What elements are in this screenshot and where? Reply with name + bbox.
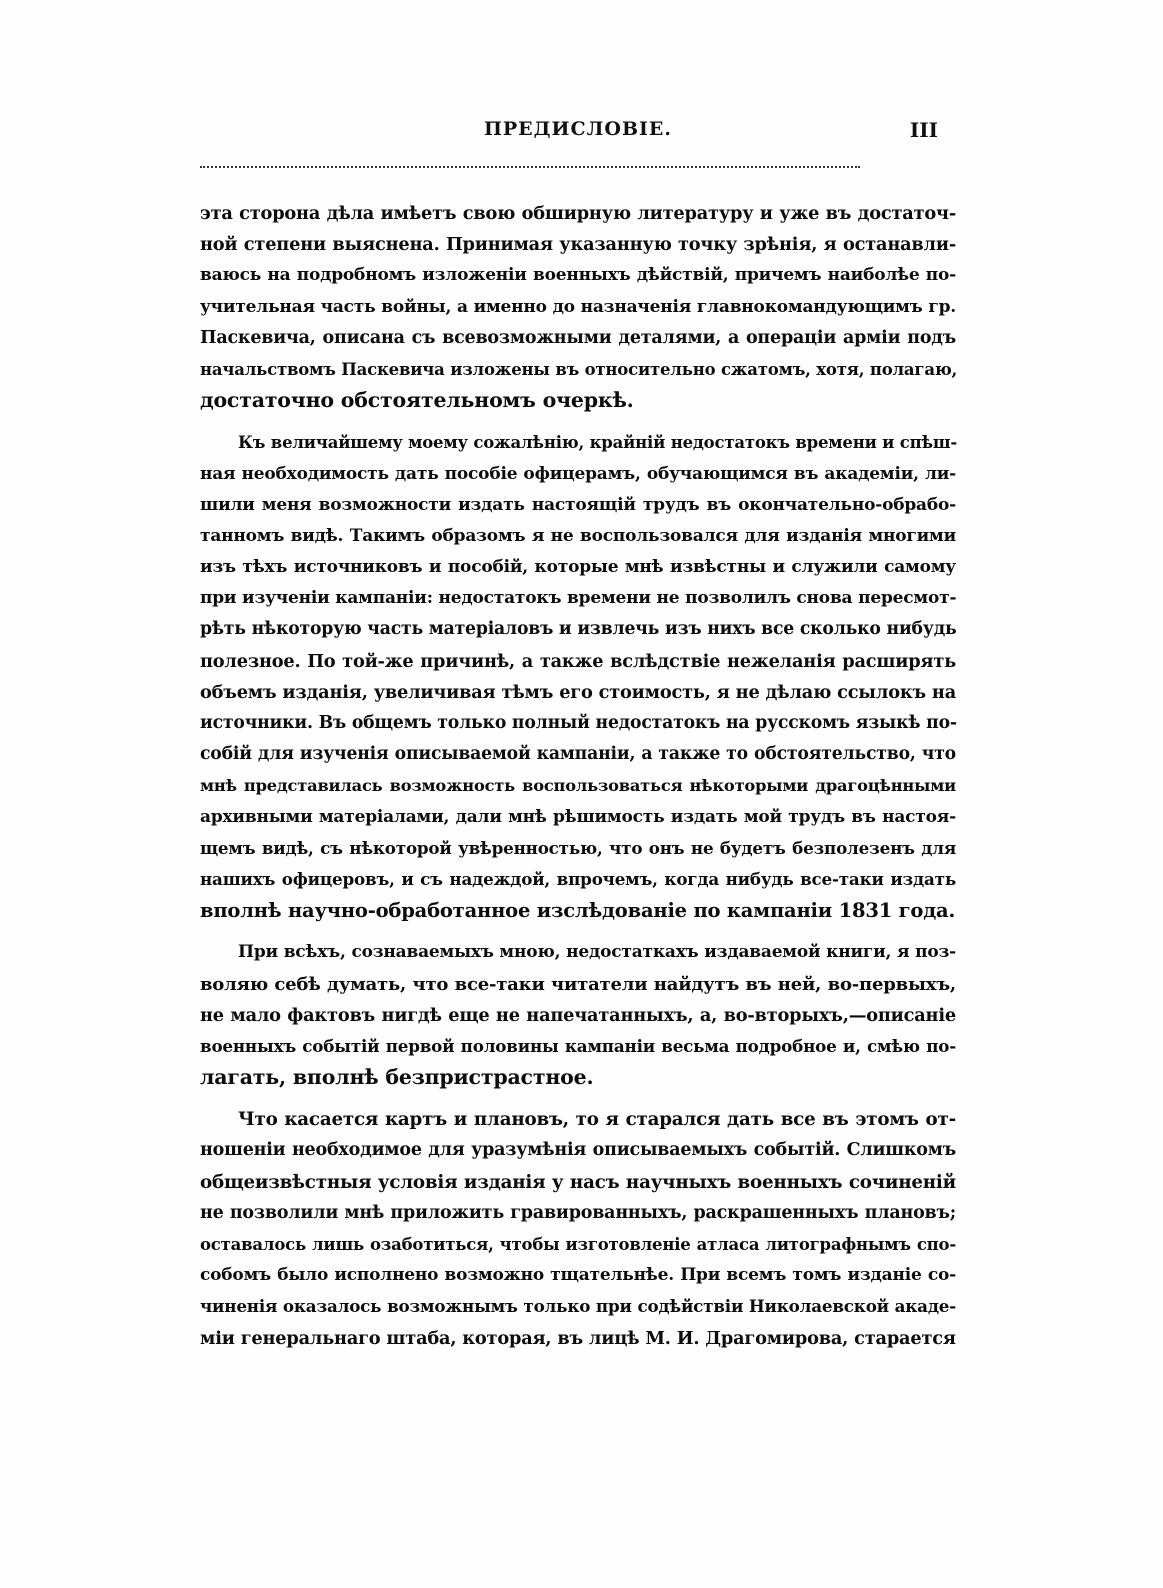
text-line: собомъ было исполнено возможно тщательнѣе. При всемъ томъ изданіе со-	[200, 1265, 956, 1286]
text-line: ной степени выяснена. Принимая указанную точку зрѣнія, я останавли-	[200, 234, 956, 256]
text-line: Паскевича, описана съ всевозможными деталями, а операціи арміи подъ	[200, 327, 956, 348]
text-line: рѣть нѣкоторую часть матеріаловъ и извлечь изъ нихъ все сколько нибудь	[200, 619, 957, 640]
text-line: При всѣхъ, сознаваемыхъ мною, недостаткахъ издаваемой книги, я поз-	[238, 942, 956, 963]
text-line: достаточно обстоятельномъ очеркѣ.	[200, 388, 634, 413]
text-line: воляю себѣ думать, что все-таки читатели найдутъ въ ней, во-первыхъ,	[200, 973, 956, 995]
text-line: ная необходимость дать пособіе офицерамъ, обучающимся въ академіи, ли-	[200, 463, 956, 484]
text-line: мнѣ представилась возможность воспользоваться нѣкоторыми драгоцѣнными	[200, 776, 956, 796]
text-line: вполнѣ научно-обработанное изслѣдованіе по кампаніи 1831 года.	[200, 899, 956, 923]
text-line: не позволили мнѣ приложить гравированныхъ, раскрашенныхъ плановъ;	[200, 1202, 956, 1223]
text-line: общеизвѣстныя условія изданія у насъ научныхъ военныхъ сочиненій	[200, 1171, 956, 1193]
text-line: шили меня возможности издать настоящій трудъ въ окончательно-обрабо-	[200, 494, 956, 515]
header-rule	[200, 166, 860, 168]
text-line: ваюсь на подробномъ изложеніи военныхъ дѣйствій, причемъ наиболѣе по-	[200, 265, 956, 286]
text-line: архивными матеріалами, дали мнѣ рѣшимость издать мой трудъ въ настоя-	[200, 806, 956, 827]
paragraph	[200, 198, 956, 416]
text-line: нашихъ офицеровъ, и съ надеждой, впрочемъ, когда нибудь все-таки издать	[200, 868, 956, 889]
text-line: не мало фактовъ нигдѣ еще не напечатанныхъ, а, во-вторыхъ,—описаніе	[200, 1004, 956, 1026]
text-line: щемъ видѣ, съ нѣкоторой увѣренностью, что онъ не будетъ безполезенъ для	[200, 837, 956, 858]
text-line: Къ величайшему моему сожалѣнію, крайній недостатокъ времени и спѣш-	[238, 433, 958, 453]
text-line: объемъ изданія, увеличивая тѣмъ его стоимость, я не дѣлаю ссылокъ на	[200, 681, 956, 703]
running-header	[200, 118, 956, 152]
text-line: міи генеральнаго штаба, которая, въ лицѣ М. И. Драгомирова, старается	[200, 1327, 956, 1349]
text-line: военныхъ событій первой половины кампаніи весьма подробное и, смѣю по-	[200, 1035, 956, 1056]
text-line: начальствомъ Паскевича изложены въ относительно сжатомъ, хотя, полагаю,	[200, 359, 958, 379]
text-line: оставалось лишь озаботиться, чтобы изготовленіе атласа литографнымъ спо-	[200, 1235, 956, 1254]
text-line: полезное. По той-же причинѣ, а также вслѣдствіе нежеланія расширять	[200, 650, 956, 672]
paragraph	[200, 427, 956, 926]
text-line: Что касается картъ и плановъ, то я старался дать все въ этомъ от-	[238, 1109, 956, 1131]
body-text	[200, 198, 956, 1365]
text-line: лагать, вполнѣ безпристрастное.	[200, 1065, 594, 1090]
text-line: при изученіи кампаніи: недостатокъ времени не позволилъ снова пересмот-	[200, 588, 957, 609]
text-line: источники. Въ общемъ только полный недостатокъ на русскомъ языкѣ по-	[200, 713, 957, 733]
paragraph	[200, 937, 956, 1093]
text-line: изъ тѣхъ источниковъ и пособій, которые мнѣ извѣстны и служили самому	[200, 557, 956, 578]
text-line: ношеніи необходимое для уразумѣнія описываемыхъ событій. Слишкомъ	[200, 1140, 956, 1161]
text-line: эта сторона дѣла имѣетъ свою обширную литературу и уже въ достаточ-	[200, 203, 956, 224]
page-number: III	[909, 118, 938, 142]
text-line: чиненія оказалось возможнымъ только при содѣйствіи Николаевской акаде-	[200, 1296, 956, 1317]
running-title: ПРЕДИСЛОВІЕ.	[483, 118, 673, 140]
text-line: учительная часть войны, а именно до назначенія главнокомандующимъ гр.	[200, 296, 956, 317]
paragraph	[200, 1104, 956, 1354]
text-line: собій для изученія описываемой кампаніи, а также то обстоятельство, что	[200, 744, 956, 765]
text-line: танномъ видѣ. Такимъ образомъ я не воспользовался для изданія многими	[200, 525, 956, 546]
